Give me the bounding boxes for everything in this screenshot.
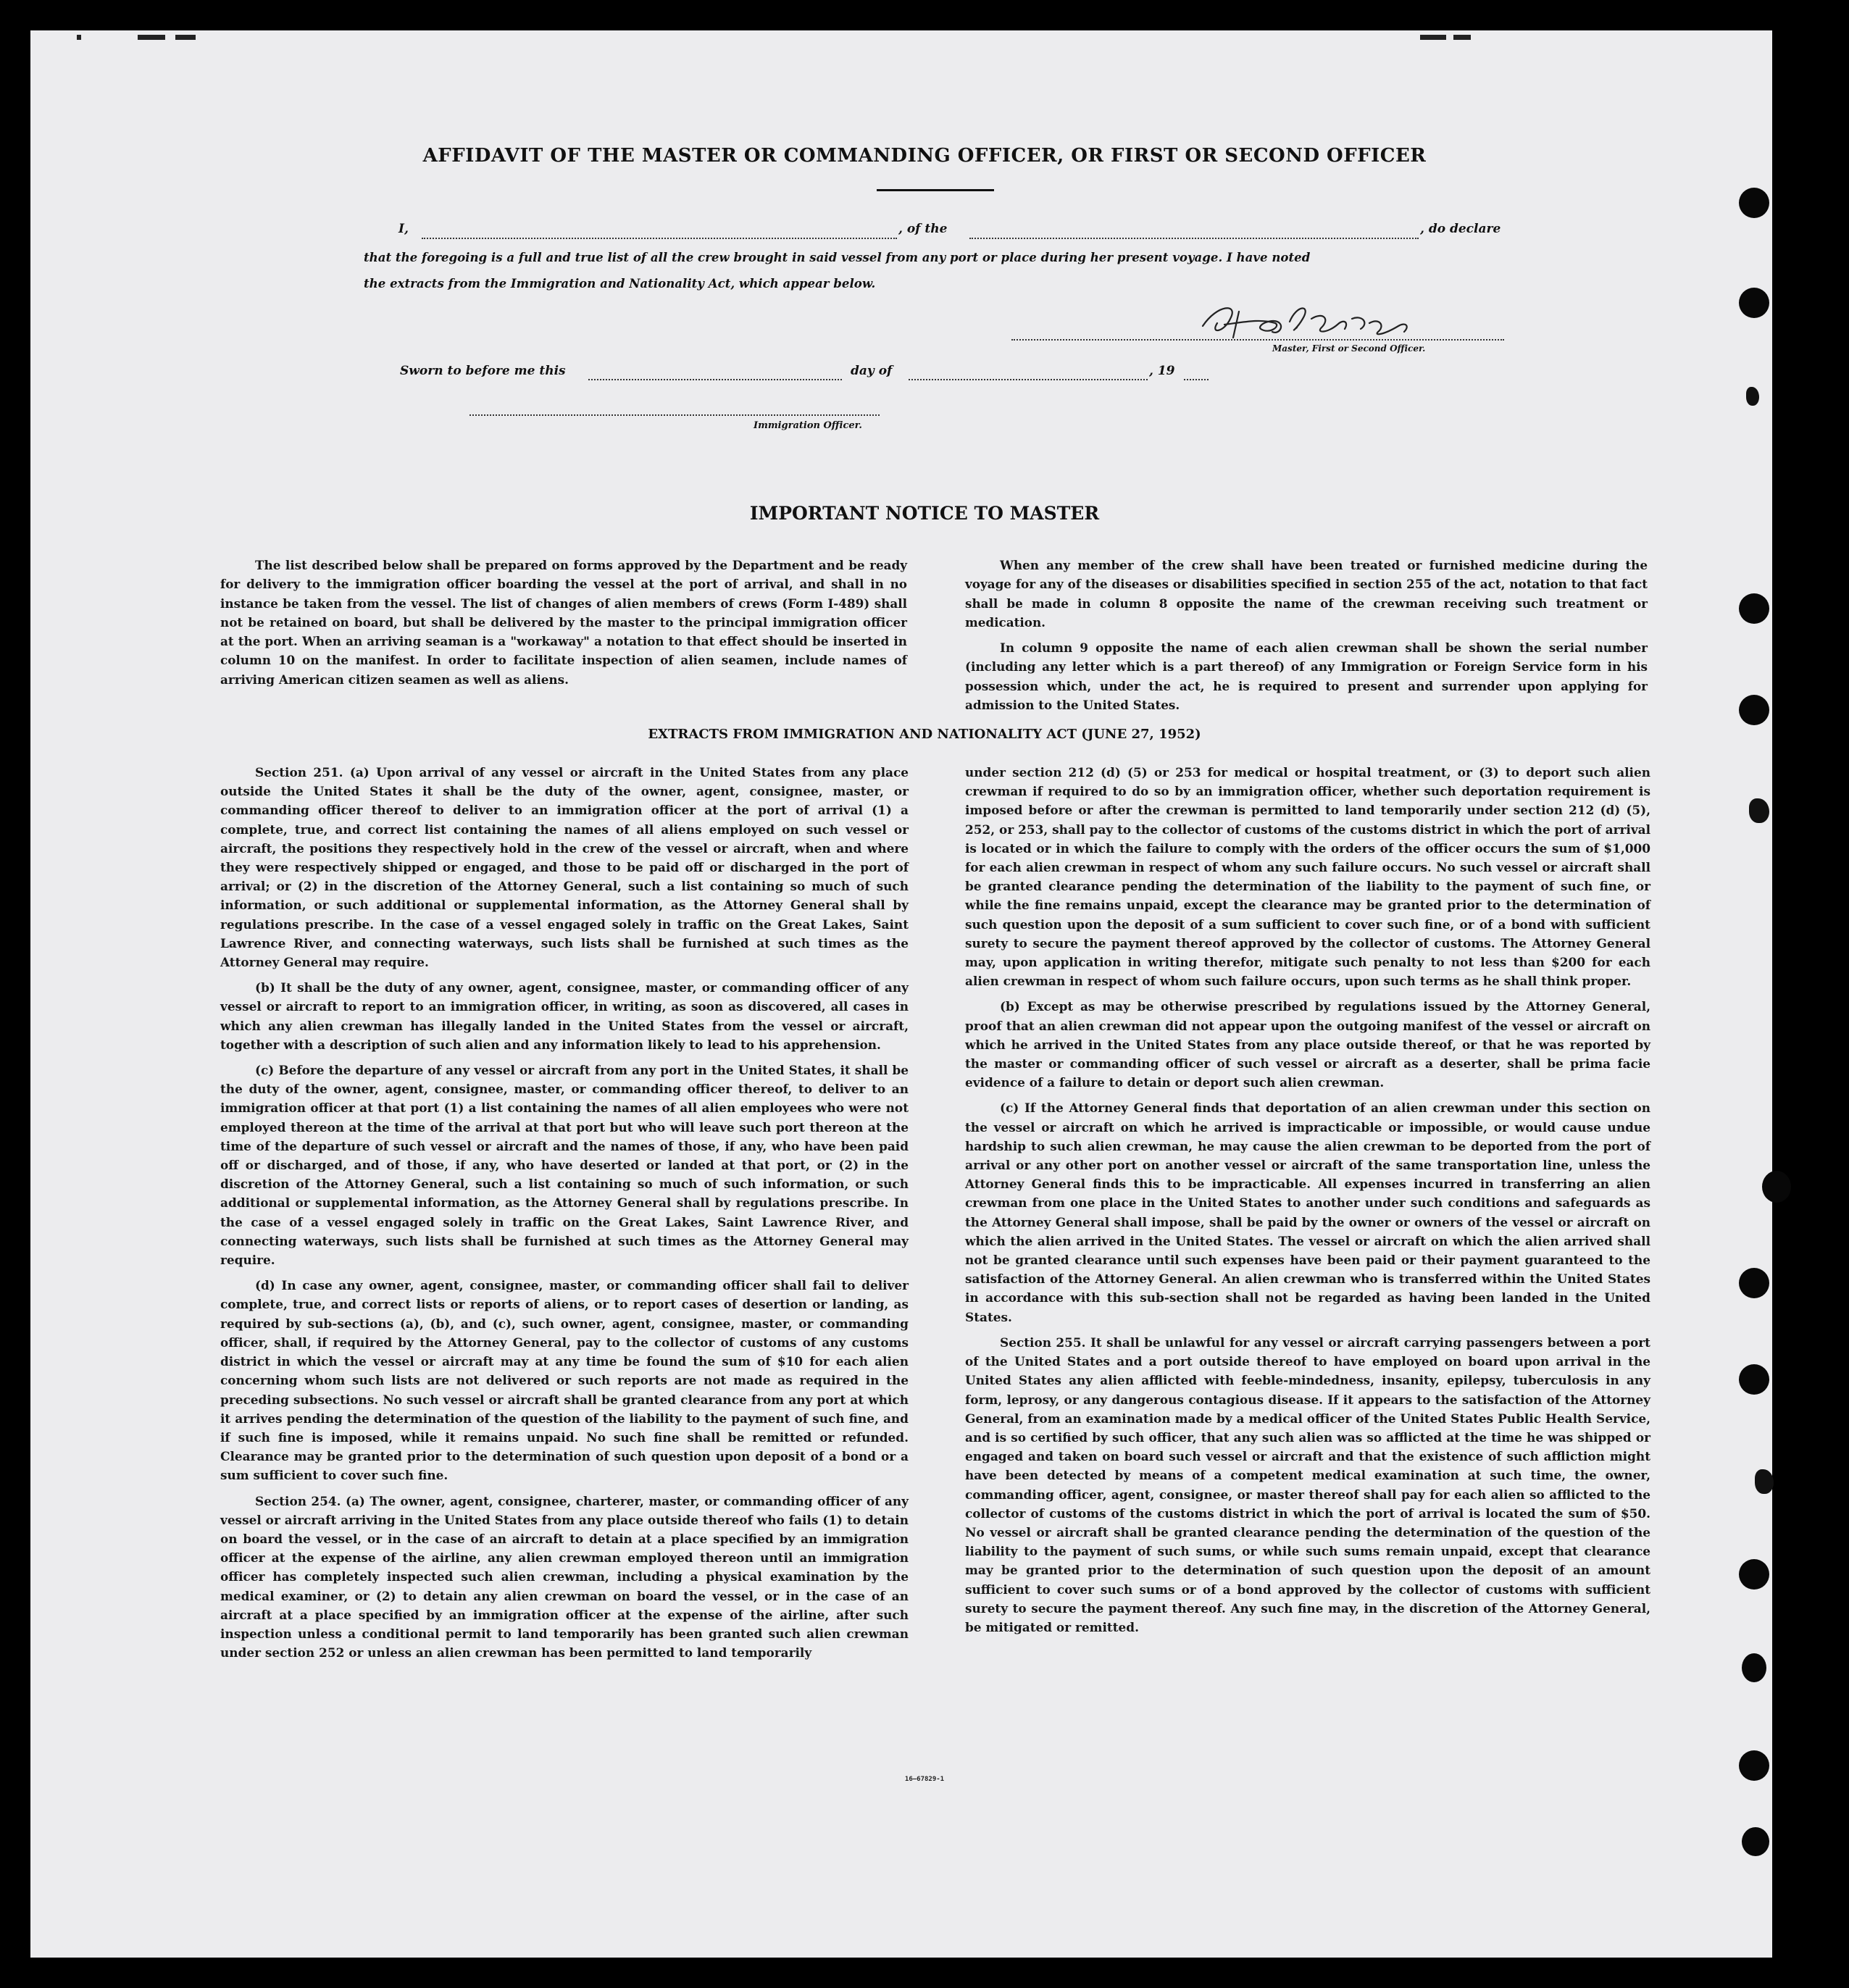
scan-mark (1420, 35, 1446, 40)
officer-caption: Immigration Officer. (754, 420, 862, 431)
statute-paragraph: Section 254. (a) The owner, agent, consignee, charterer, master, or commanding officer of any vessel or aircraft arriving in the United States from any place outside thereof who fails (1) to detain on board the vessel, or in the case of an aircraft to detain at a place specified by an immigration officer at the expense of the airline, any alien crewman employed thereon until an immigration officer has completely inspected such alien crewman, including a physical examination by the medical examiner, or (2) to detain any alien crewman on board the vessel, or in the case of an aircraft at a place specified by an immigration officer at the expense of the airline, after such inspection unless a conditional permit to land temporarily has been granted such alien crewman under section 252 or unless an alien crewman has been permitted to land temporarily (220, 1493, 909, 1661)
binder-hole (1739, 695, 1769, 725)
form-number: 16—67829-1 (904, 1776, 945, 1783)
scan-mark (77, 35, 81, 40)
signature-line[interactable] (1011, 339, 1504, 341)
binder-hole (1742, 1827, 1769, 1856)
binder-hole (1762, 1171, 1791, 1203)
notice-right-column (965, 556, 1648, 721)
binder-hole (1739, 1268, 1769, 1298)
sworn-month-field[interactable] (909, 379, 1148, 380)
extracts-right-column (965, 763, 1650, 1643)
affidavit-text-line2: the extracts from the Immigration and Nationality Act, which appear below. (364, 276, 876, 291)
extracts-left-column (220, 763, 909, 1668)
extracts-heading: EXTRACTS FROM IMMIGRATION AND NATIONALITY ACT (JUNE 27, 1952) (648, 727, 1201, 742)
scan-mark (175, 35, 196, 40)
sworn-label: Sworn to before me this (400, 364, 566, 378)
binder-hole-fragment (1755, 1469, 1774, 1494)
declarant-name-field[interactable] (422, 238, 897, 239)
binder-hole (1742, 1653, 1766, 1682)
immigration-officer-signature-line[interactable] (469, 414, 880, 416)
declarant-label: I, (398, 222, 409, 236)
title-rule (877, 189, 994, 191)
scan-mark (138, 35, 165, 40)
handwritten-signature (1188, 297, 1435, 345)
statute-paragraph: (c) Before the departure of any vessel or aircraft from any port in the United States, it shall be the duty of the owner, agent, consignee, master, or commanding officer thereof, to deliver to an immigration officer at that port (1) a list containing the names of all alien employees who were not employed thereon at the time of the arrival at that port but who will leave such port thereon at the time of the departure of such vessel or aircraft and the names of those, if any, who have been paid off or discharged, and of those, if any, who have deserted or landed at that port, or (2) in the discretion of the Attorney General, such a list containing so much of such information, or such additional or supplemental information, as the Attorney General shall by regulations prescribe. In the case of a vessel engaged solely in traffic on the Great Lakes, Saint Lawrence River, and connecting waterways, such lists shall be furnished at such times as the Attorney General may require. (220, 1063, 909, 1268)
notice-heading: IMPORTANT NOTICE TO MASTER (749, 503, 1100, 524)
binder-hole-fragment (1749, 798, 1769, 823)
statute-paragraph: (b) It shall be the duty of any owner, agent, consignee, master, or commanding officer of any vessel or aircraft to report to an immigration officer, in writing, as soon as discovered, all cases in which any alien crewman has illegally landed in the United States from the vessel or aircraft, together with a description of such alien and any information likely to lead to his apprehension. (220, 980, 909, 1052)
binder-hole-fragment (1746, 387, 1759, 406)
statute-paragraph: under section 212 (d) (5) or 253 for medical or hospital treatment, or (3) to deport such alien crewman if required to do so by an immigration officer, whether such deportation requirement is imposed before or after the crewman is permitted to land temporarily under section 212 (d) (5), 252, or 253, shall pay to the collector of customs of the customs district in which the port of arrival is located or in which the failure to comply with the orders of the officer occurs the sum of $1,000 for each alien crewman in respect of whom any such failure occurs. No such vessel or aircraft shall be granted clearance pending the determination of the liability to the payment of such fine, or while the fine remains unpaid, except the clearance may be granted prior to the determination of such question upon the deposit of a sum sufficient to cover such fine, or of a bond with sufficient surety to secure the payment thereof approved by the collector of customs. The Attorney General may, upon application in writing therefor, mitigate such penalty to not less than $200 for each alien crewman in respect of whom such failure occurs, upon such terms as he shall think proper. (965, 765, 1650, 989)
binder-hole (1739, 188, 1769, 218)
notice-paragraph: In column 9 opposite the name of each alien crewman shall be shown the serial number (including any letter which is a part thereof) of any Immigration or Foreign Service form in his possession which, under the act, he is required to present and surrender upon applying for admission to the United States. (965, 640, 1648, 713)
notice-paragraph: The list described below shall be prepared on forms approved by the Department and be ready for delivery to the immigration officer boarding the vessel at the port of arrival, and shall in no instance be taken from the vessel. The list of changes of alien members of crews (Form I-489) shall not be retained on board, but shall be delivered by the master to the principal immigration officer at the port. When an arriving seaman is a "workaway" a notation to that effect should be inserted in column 10 on the manifest. In order to facilitate inspection of alien seamen, include names of arriving American citizen seamen as well as aliens. (220, 558, 907, 687)
binder-hole (1739, 1364, 1769, 1395)
statute-paragraph: Section 255. It shall be unlawful for any vessel or aircraft carrying passengers between a port of the United States and a port outside thereof to have employed on board upon arrival in the United States any alien afflicted with feeble-mindedness, insanity, epilepsy, tuberculosis in any form, leprosy, or any dangerous contagious disease. If it appears to the satisfaction of the Attorney General, from an examination made by a medical officer of the United States Public Health Service, and is so certified by such officer, that any such alien was so afflicted at the time he was shipped or engaged and taken on board such vessel or aircraft and that the existence of such affliction might have been detected by means of a competent medical examination at such time, the owner, commanding officer, agent, consignee, or master thereof shall pay for each alien so afflicted to the collector of customs of the customs district in which the port of arrival is located the sum of $50. No vessel or aircraft shall be granted clearance pending the determination of the question of the liability to the payment of such sums, or while such sums remain unpaid, except that clearance may be granted prior to the determination of such question upon the deposit of an amount sufficient to cover such sums or of a bond approved by the collector of customs with sufficient surety to secure the payment thereof. Any such fine may, in the discretion of the Attorney General, be mitigated or remitted. (965, 1335, 1650, 1634)
signature-caption: Master, First or Second Officer. (1272, 343, 1426, 354)
vessel-label: , of the (898, 222, 948, 236)
statute-paragraph: (c) If the Attorney General finds that deportation of an alien crewman under this section on the vessel or aircraft on which he arrived is impracticable or impossible, or would cause undue hardship to such alien crewman, he may cause the alien crewman to be deported from the port of arrival or any other port on another vessel or aircraft of the same transportation line, unless the Attorney General finds this to be impracticable. All expenses incurred in transferring an alien crewman from one place in the United States to another under such conditions and safeguards as the Attorney General shall impose, shall be paid by the owner or owners of the vessel or aircraft on which the alien arrived in the United States. The vessel or aircraft on which the alien arrived shall not be granted clearance until such expenses have been paid or their payment guaranteed to the satisfaction of the Attorney General. An alien crewman who is transferred within the United States in accordance with this sub-section shall not be regarded as having been landed in the United States. (965, 1100, 1650, 1324)
notice-paragraph: When any member of the crew shall have been treated or furnished medicine during the voyage for any of the diseases or disabilities specified in section 255 of the act, notation to that fact shall be made in column 8 opposite the name of the crewman receiving such treatment or medication. (965, 558, 1648, 630)
affidavit-text-line1: that the foregoing is a full and true list of all the crew brought in said vessel from any port or place during her present voyage. I have noted (364, 250, 1311, 264)
binder-hole (1739, 593, 1769, 624)
day-of-label: day of (851, 364, 893, 378)
statute-paragraph: (b) Except as may be otherwise prescribed by regulations issued by the Attorney General, proof that an alien crewman did not appear upon the outgoing manifest of the vessel or aircraft on which he arrived in the United States from any place outside thereof, or that he was reported by the master or commanding officer of such vessel or aircraft as a deserter, shall be prima facie evidence of a failure to detain or deport such alien crewman. (965, 999, 1650, 1090)
sworn-year-field[interactable] (1184, 379, 1209, 380)
sworn-day-field[interactable] (588, 379, 842, 380)
year-label: , 19 (1149, 364, 1175, 378)
declare-label: , do declare (1420, 222, 1501, 236)
vessel-name-field[interactable] (969, 238, 1419, 239)
notice-left-column (220, 556, 907, 696)
statute-paragraph: Section 251. (a) Upon arrival of any vessel or aircraft in the United States from any place outside the United States it shall be the duty of the owner, agent, consignee, master, or commanding officer thereof to deliver to an immigration officer at the port of arrival (1) a complete, true, and correct list containing the names of all aliens employed on such vessel or aircraft, the positions they respectively hold in the crew of the vessel or aircraft, when and where they were respectively shipped or engaged, and those to be paid off or discharged in the port of arrival; or (2) in the discretion of the Attorney General, such a list containing so much of such information, or such additional or supplemental information, as the Attorney General shall by regulations prescribe. In the case of a vessel engaged solely in traffic on the Great Lakes, Saint Lawrence River, and connecting waterways, such lists shall be furnished at such times as the Attorney General may require. (220, 765, 909, 970)
affidavit-title: AFFIDAVIT OF THE MASTER OR COMMANDING OFFICER, OR FIRST OR SECOND OFFICER (422, 145, 1427, 167)
statute-paragraph: (d) In case any owner, agent, consignee, master, or commanding officer shall fail to deliver complete, true, and correct lists or reports of aliens, or to report cases of desertion or landing, as required by sub-sections (a), (b), and (c), such owner, agent, consignee, master, or commanding officer, shall, if required by the Attorney General, pay to the collector of customs of any customs district in which the vessel or aircraft may at any time be found the sum of $10 for each alien concerning whom such lists are not delivered or such reports are not made as required in the preceding subsections. No such vessel or aircraft shall be granted clearance from any port at which it arrives pending the determination of the question of the liability to the payment of such fine, and if such fine is imposed, while it remains unpaid. No such fine shall be remitted or refunded. Clearance may be granted prior to the determination of such question upon deposit of a bond or a sum sufficient to cover such fine. (220, 1278, 909, 1483)
scan-mark (1453, 35, 1471, 40)
binder-hole (1739, 1559, 1769, 1590)
binder-hole (1739, 288, 1769, 318)
